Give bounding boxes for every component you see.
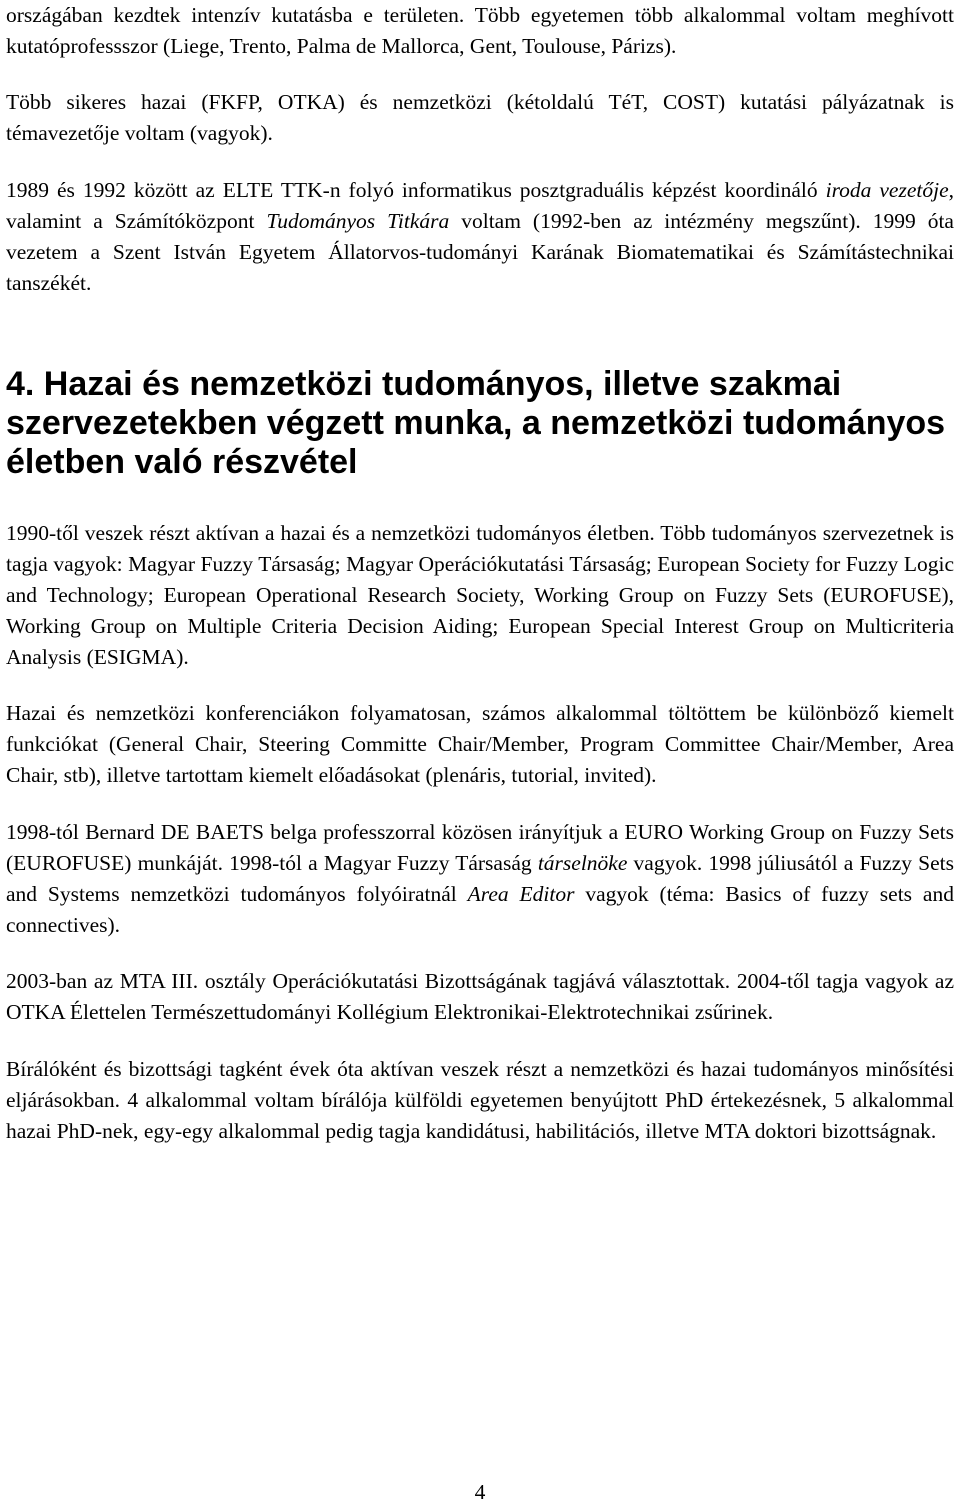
- paragraph-1989-text-1: 1989 és 1992 között az ELTE TTK-n folyó informatikus posztgraduális képzést koordináló: [6, 178, 826, 202]
- paragraph-1998-eurofuse: [6, 817, 954, 941]
- document-page: [6, 0, 954, 1147]
- paragraph-conferences: Hazai és nemzetközi konferenciákon folyamatosan, számos alkalommal töltöttem be különböző kiemelt funkciókat (General Chair, Steering Committe Chair/Member, Program Committee Chair/Member, Area Chair, stb), illetve tartottam kiemelt előadásokat (plenáris, tutorial, invited).: [6, 701, 954, 787]
- paragraph-1998-emphasis-1: társelnöke: [537, 851, 628, 875]
- paragraph-2003-mta: 2003-ban az MTA III. osztály Operációkutatási Bizottságának tagjává választottak. 2004-től tagja vagyok az OTKA Élettelen Természettudományi Kollégium Elektronikai-Elektrotechnikai zsűrinek.: [6, 969, 954, 1024]
- paragraph-memberships: 1990-től veszek részt aktívan a hazai és a nemzetközi tudományos életben. Több tudományos szervezetnek is tagja vagyok: Magyar Fuzzy Társaság; Magyar Operációkutatási Társaság; European Society for Fuzzy Logic and Technology; European Operational Research Society, Working Group on Fuzzy Sets (EUROFUSE), Working Group on Multiple Criteria Decision Aiding; European Special Interest Group on Multicriteria Analysis (ESIGMA).: [6, 521, 954, 669]
- paragraph-1989-text-3: voltam (1992-ben az intézmény megszűnt). 1999 óta vezetem a Szent István Egyetem Állatorvos-tudományi Karának Biomatematikai és Számítástechnikai tanszékét.: [6, 209, 954, 295]
- paragraph-1998-text-2: vagyok. 1998 júliusától a Fuzzy Sets and Systems nemzetközi tudományos folyóiratnál: [6, 851, 955, 906]
- paragraph-1989-emphasis-2: Tudományos Titkára: [266, 209, 450, 233]
- paragraph-1998-text-1: 1998-tól Bernard DE BAETS belga professzorral közösen irányítjuk a EURO Working Group on Fuzzy Sets (EUROFUSE) munkáját. 1998-tól a Magyar Fuzzy Társaság: [6, 820, 954, 875]
- paragraph-1989-elte: [6, 175, 954, 299]
- paragraph-1989-text-2: , valamint a Számítóközpont: [6, 178, 954, 233]
- section-heading: 4. Hazai és nemzetközi tudományos, illetve szakmai szervezetekben végzett munka, a nemzetközi tudományos életben való részvétel: [6, 365, 946, 481]
- paragraph-1998-emphasis-2: Area Editor: [467, 882, 575, 906]
- paragraph-1998-text-3: vagyok (téma: Basics of fuzzy sets and connectives).: [6, 882, 954, 937]
- page-number: 4: [474, 1480, 486, 1504]
- paragraph-visiting-professor: országában kezdtek intenzív kutatásba e területen. Több egyetemen több alkalommal voltam meghívott kutatóprofessszor (Liege, Trento, Palma de Mallorca, Gent, Toulouse, Párizs).: [6, 3, 954, 58]
- paragraph-reviewer: Bírálóként és bizottsági tagként évek óta aktívan veszek részt a nemzetközi és hazai tudományos minősítési eljárásokban. 4 alkalommal voltam bírálója külföldi egyetemen benyújtott PhD értekezésnek, 5 alkalommal hazai PhD-nek, egy-egy alkalommal pedig tagja kandidátusi, habilitációs, illetve MTA doktori bizottságnak.: [6, 1057, 954, 1143]
- paragraph-grants: Több sikeres hazai (FKFP, OTKA) és nemzetközi (kétoldalú TéT, COST) kutatási pályázatnak is témavezetője voltam (vagyok).: [6, 90, 954, 145]
- paragraph-1989-emphasis-1: iroda vezetője: [825, 178, 949, 202]
